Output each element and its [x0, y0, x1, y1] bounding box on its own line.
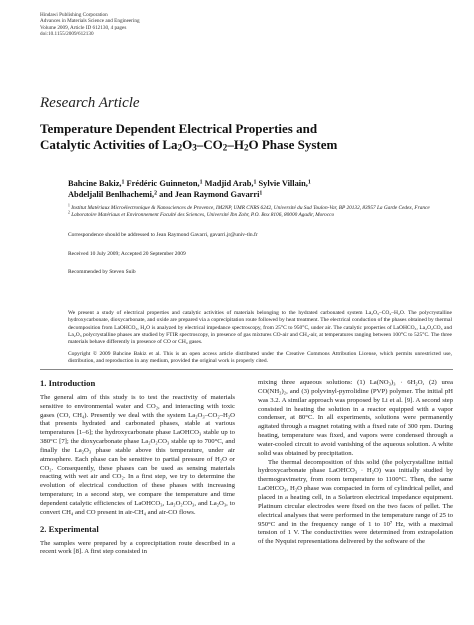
experimental-body: The samples were prepared by a coprecipitation route described in a recent work [8]. A first step consisted in [40, 539, 235, 556]
experimental-paragraph-2: The thermal decomposition of this solid (the polycrystalline initial hydroxycarbonate phase LaOHCO₃ · H₂O) was initially studied by thermogravimetry, from room temperature to 1100°C. Then, the same LaOHCO₃, H₂O phase was compacted in form of cylindrical pellet, and placed in a heating cell, in a Solartron electrical impedance equipment. Platinum circular electrodes were fixed on the two faces of pellet. The electrical analyses that were performed in the temperature range of 25 to 950°C and in the frequency range of 1 to 10⁷ Hz, with a maximal tension of 1 V. The conductivities were determined from extrapolation of the Nyquist representations delivered by the software of the [258, 458, 453, 546]
recommended-by: Recommended by Steven Suib [68, 269, 136, 275]
received-date: Received 10 July 2009; Accepted 20 September 2009 [68, 251, 186, 257]
title-line-1: Temperature Dependent Electrical Properties and [40, 121, 318, 136]
journal-name: Advances in Materials Science and Engineering [40, 18, 140, 25]
volume-info: Volume 2009, Article ID 612130, 4 pages [40, 24, 127, 31]
affiliation-2: $^2$ Laboratoire Matériaux et Environnement Faculté des Sciences, Université Ibn Zohr, P.O. Box 8106, 80000 Agadir, Morocco [68, 210, 335, 219]
publisher-name: Hindawi Publishing Corporation [40, 12, 108, 18]
affiliation-1: $^1$ Institut Matériaux Microélectronique & Nanosciences de Provence, IM2NP, UMR CNRS 6242, Université du Sud Toulon-Var, BP 20132, 83957 La Garde Cedex, France [68, 203, 430, 211]
correspondence: Correspondence should be addressed to Jean Raymond Gavarri, gavarri.jr@univ-tln.fr [68, 232, 258, 238]
introduction-body: The general aim of this study is to test the reactivity of materials sensitive to environmental water and CO₂, and interacting with toxic gases (CO, CH₄). Presently we deal with the system La₂O₃–CO₂–H₂O that presents hydrated and carbonated phases, stable at various temperatures [1–6]; the hydroxycarbonate phase LaOHCO₃ stable up to 380°C [7]; the dioxycarbonate phase La₂O₂CO₃ stable up to 700°C, and finally the La₂O₃ phase stable above this temperature, under air atmosphere. Each phase can be sensitive to partial pressure of H₂O or CO₂. Consequently, these phases can be used as sensing materials reacting with wet air and CO₂. In a first step, we try to determine the evolution of electrical conduction of these phases with increasing temperature; in a second step, we compare the temperature and time dependent catalytic efficiencies of LaOHCO₃, La₂O₂CO₃, and La₂O₃, to convert CH₄ and CO present in air-CH₄ and air-CO flows. [40, 393, 235, 516]
author-list [68, 178, 448, 200]
section-divider [40, 369, 453, 370]
experimental-paragraph-1: mixing three aqueous solutions: (1) La(NO₃)₃ · 6H₂O, (2) urea CO(NH₂)₂, and (3) polyvinyl-pyrrolidine (PVP) polymer. The initial pH was 3.2. A similar approach was proposed by Li et al. [9]. A second step consisted in heating the solution in a reactor equipped with a vapor condenser, at 80°C. In all experiments, solutions were permanently agitated through a magnet rotating with a fixed rate of 300 rpm. During heating, temperature was fixed, and vapors were condensed through a water-cooled circuit to avoid vanishing of the aqueous solution. A white solid was obtained by precipitation. [258, 379, 453, 457]
section-heading-introduction: 1. Introduction [40, 378, 96, 388]
article-type: Research Article [40, 95, 140, 111]
paper-title [40, 121, 440, 153]
affiliations [68, 205, 448, 219]
right-column [258, 379, 453, 547]
copyright-notice: Copyright © 2009 Bahcine Bakiz et al. This is an open access article distributed under the Creative Commons Attribution License, which permits unrestricted use, distribution, and reproduction in any medium, provided the original work is properly cited. [68, 351, 452, 365]
title-line-2: Catalytic Activities of $La_2O_3-CO_2-H_2O$ Phase System [40, 137, 338, 153]
section-heading-experimental: 2. Experimental [40, 523, 99, 534]
left-column [40, 379, 235, 557]
abstract: We present a study of electrical properties and catalytic activities of materials belonging to the hydrated carbonated system La₂O₃–CO₂–H₂O. The polycrystalline hydroxycarbonate, dioxycarbonate, and oxide are prepared via a coprecipitation route followed by heat treatment. The electrical conduction of the phases obtained by thermal decomposition from LaOHCO₃, H₂O is analyzed by electrical impedance spectroscopy, from 25°C to 950°C, under air. The catalytic properties of LaOHCO₃, La₂O₂CO₃ and La₂O₃ polycrystalline phases are studied by FTIR spectroscopy, in presence of gas mixtures CO-air and CH₄-air, at temperatures ranging between 100°C to 525°C. The three materials behave differently in presence of CO or CH₄ gases. [68, 310, 452, 346]
doi[interactable]: doi:10.1155/2009/612130 [40, 31, 94, 38]
author-line-2: Abdeljalil Benlhachemi,$^2$ and Jean Raymond Gavarri$^1$ [68, 190, 263, 199]
author-line-1: Bahcine Bakiz,$^1$ Frédéric Guinneton,$^1$ Madjid Arab,$^1$ Sylvie Villain,$^1$ [68, 179, 311, 188]
journal-header [40, 12, 140, 38]
